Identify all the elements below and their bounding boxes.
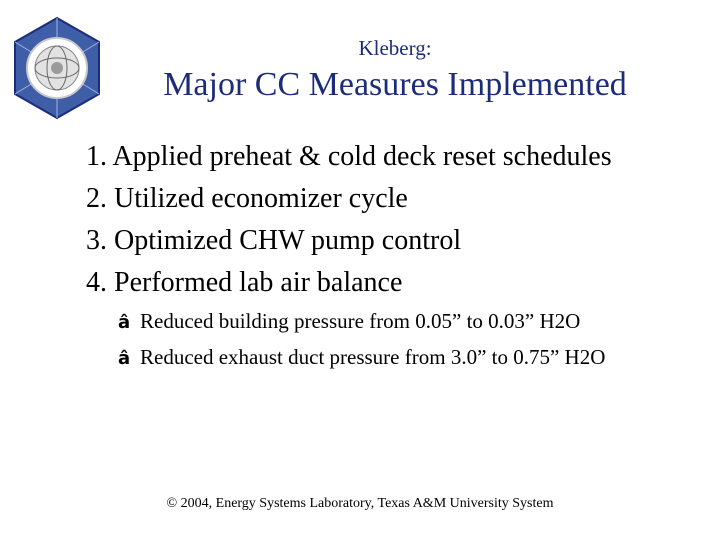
list-item: 3. Optimized CHW pump control [86, 225, 462, 256]
list-item: 2. Utilized economizer cycle [86, 183, 408, 214]
measures-list [86, 136, 612, 304]
sub-item-text: Reduced exhaust duct pressure from 3.0” to 0.75” H2O [140, 345, 606, 369]
sub-list-item [118, 340, 605, 376]
list-item: 1. Applied preheat & cold deck reset schedules [86, 141, 612, 172]
slide-title: Major CC Measures Implemented [163, 66, 627, 103]
list-item: 4. Performed lab air balance [86, 267, 403, 298]
copyright-footer: © 2004, Energy Systems Laboratory, Texas A&M University System [166, 496, 554, 511]
sub-list-item [118, 304, 605, 340]
slide-supertitle: Kleberg: [358, 36, 432, 60]
sub-measures-list [118, 304, 605, 376]
arrow-bullet-icon: â [118, 312, 131, 333]
arrow-bullet-icon: â [118, 348, 131, 369]
sub-item-text: Reduced building pressure from 0.05” to 0.03” H2O [140, 309, 581, 333]
